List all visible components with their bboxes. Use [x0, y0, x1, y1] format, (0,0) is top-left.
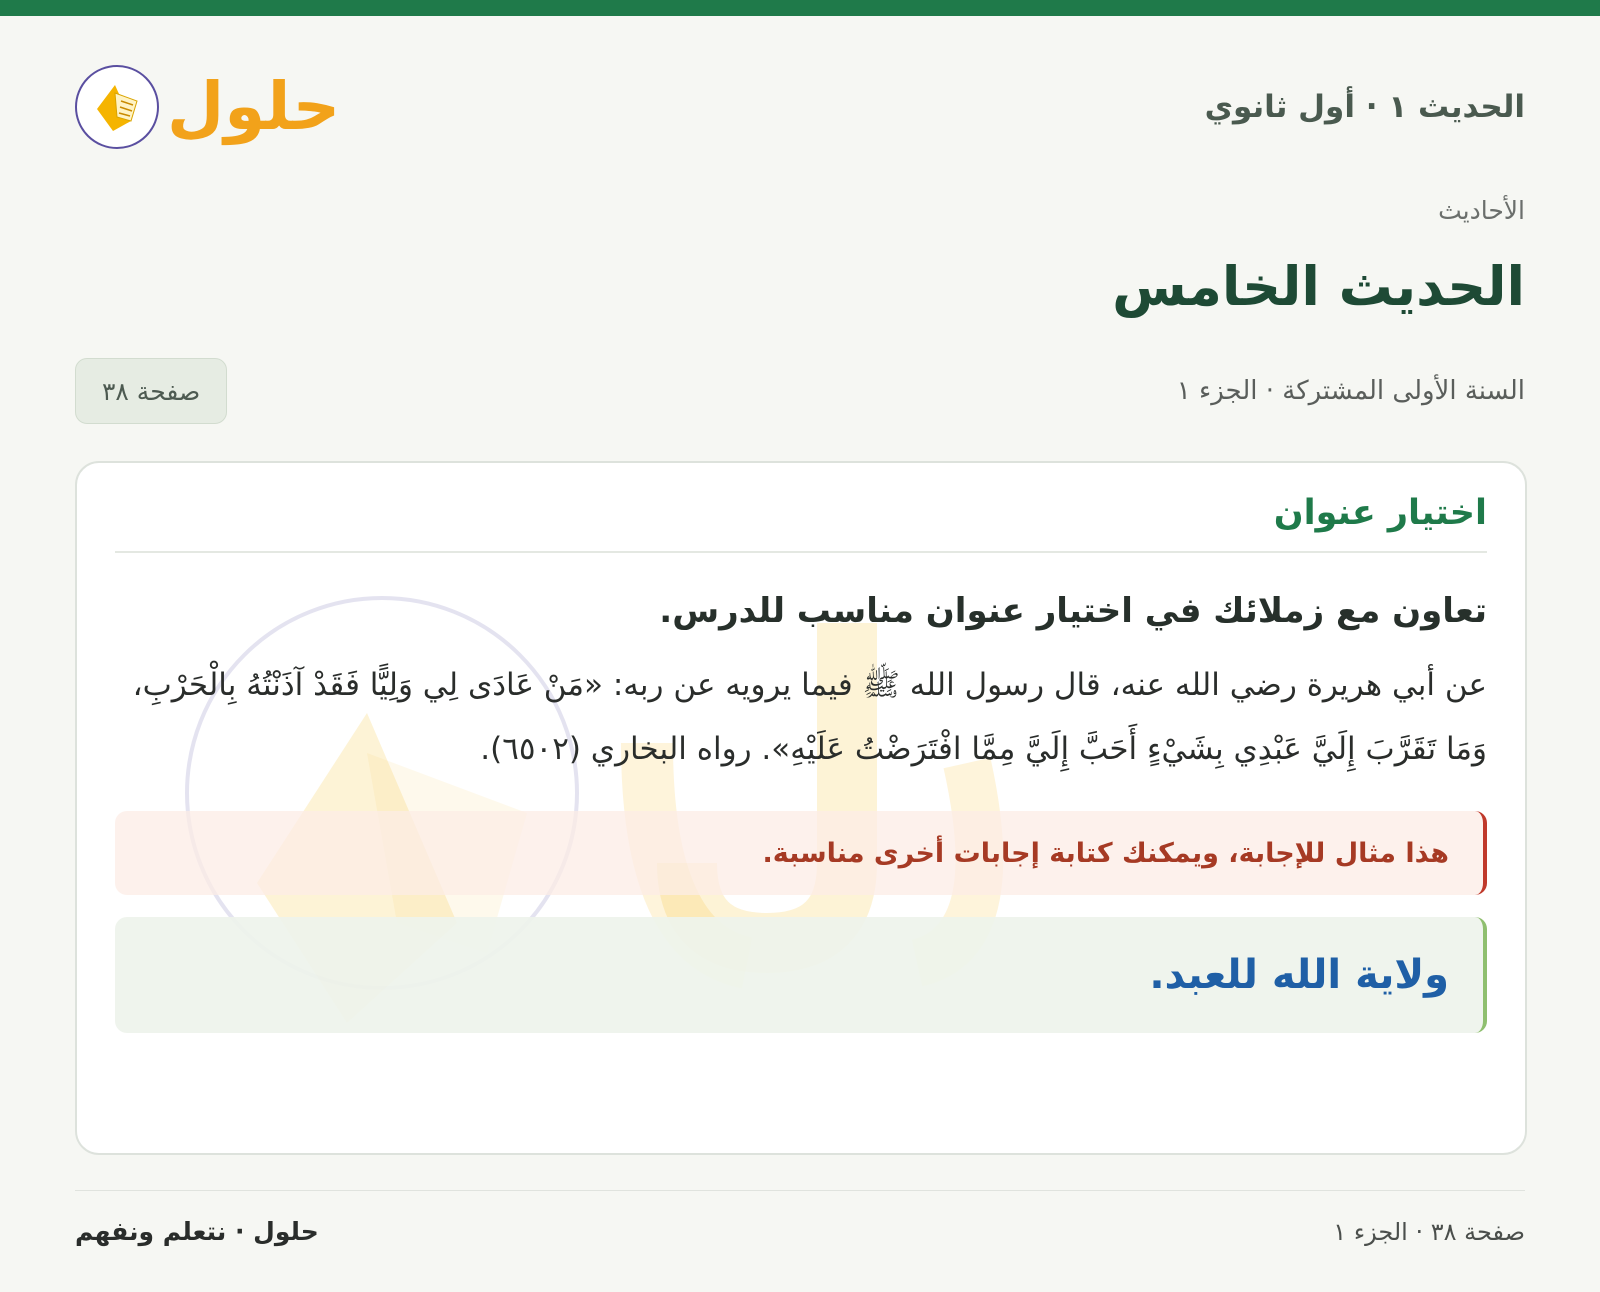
top-accent-bar — [0, 0, 1600, 16]
content-card — [75, 461, 1527, 1155]
page-title: الحديث الخامس — [1112, 255, 1525, 318]
meta-row — [75, 358, 1525, 424]
page-footer — [75, 1190, 1525, 1246]
section-title: اختيار عنوان — [115, 493, 1487, 553]
logo-wordmark: حلول — [167, 68, 341, 145]
hadith-text: عن أبي هريرة رضي الله عنه، قال رسول الله ﷺ فيما يرويه عن ربه: «مَنْ عَادَى لِي وَلِيًّا فَقَدْ آذَنْتُهُ بِالْحَرْبِ، وَمَا تَقَرَّبَ إِلَيَّ عَبْدِي بِشَيْءٍ أَحَبَّ إِلَيَّ مِمَّا افْتَرَضْتُ عَلَيْهِ». رواه البخاري (٦٥٠٢). — [132, 667, 1487, 767]
subtitle: السنة الأولى المشتركة · الجزء ١ — [1176, 376, 1525, 406]
footer-page-info: صفحة ٣٨ · الجزء ١ — [1333, 1217, 1525, 1246]
answer-box: ولاية الله للعبد. — [115, 917, 1487, 1033]
example-answer-note: هذا مثال للإجابة، ويمكنك كتابة إجابات أخرى مناسبة. — [115, 811, 1487, 895]
breadcrumb[interactable]: الأحاديث — [1438, 196, 1525, 225]
card-body — [115, 493, 1487, 1033]
header-title: الحديث ١ · أول ثانوي — [1204, 89, 1525, 125]
page-header — [75, 52, 1525, 162]
footer-brand: حلول · نتعلم ونفهم — [75, 1217, 319, 1246]
question-text: تعاون مع زملائك في اختيار عنوان مناسب للدرس. — [659, 591, 1487, 631]
logo-book-icon — [75, 65, 159, 149]
page-number-badge: صفحة ٣٨ — [75, 358, 227, 424]
site-logo[interactable] — [75, 65, 340, 149]
